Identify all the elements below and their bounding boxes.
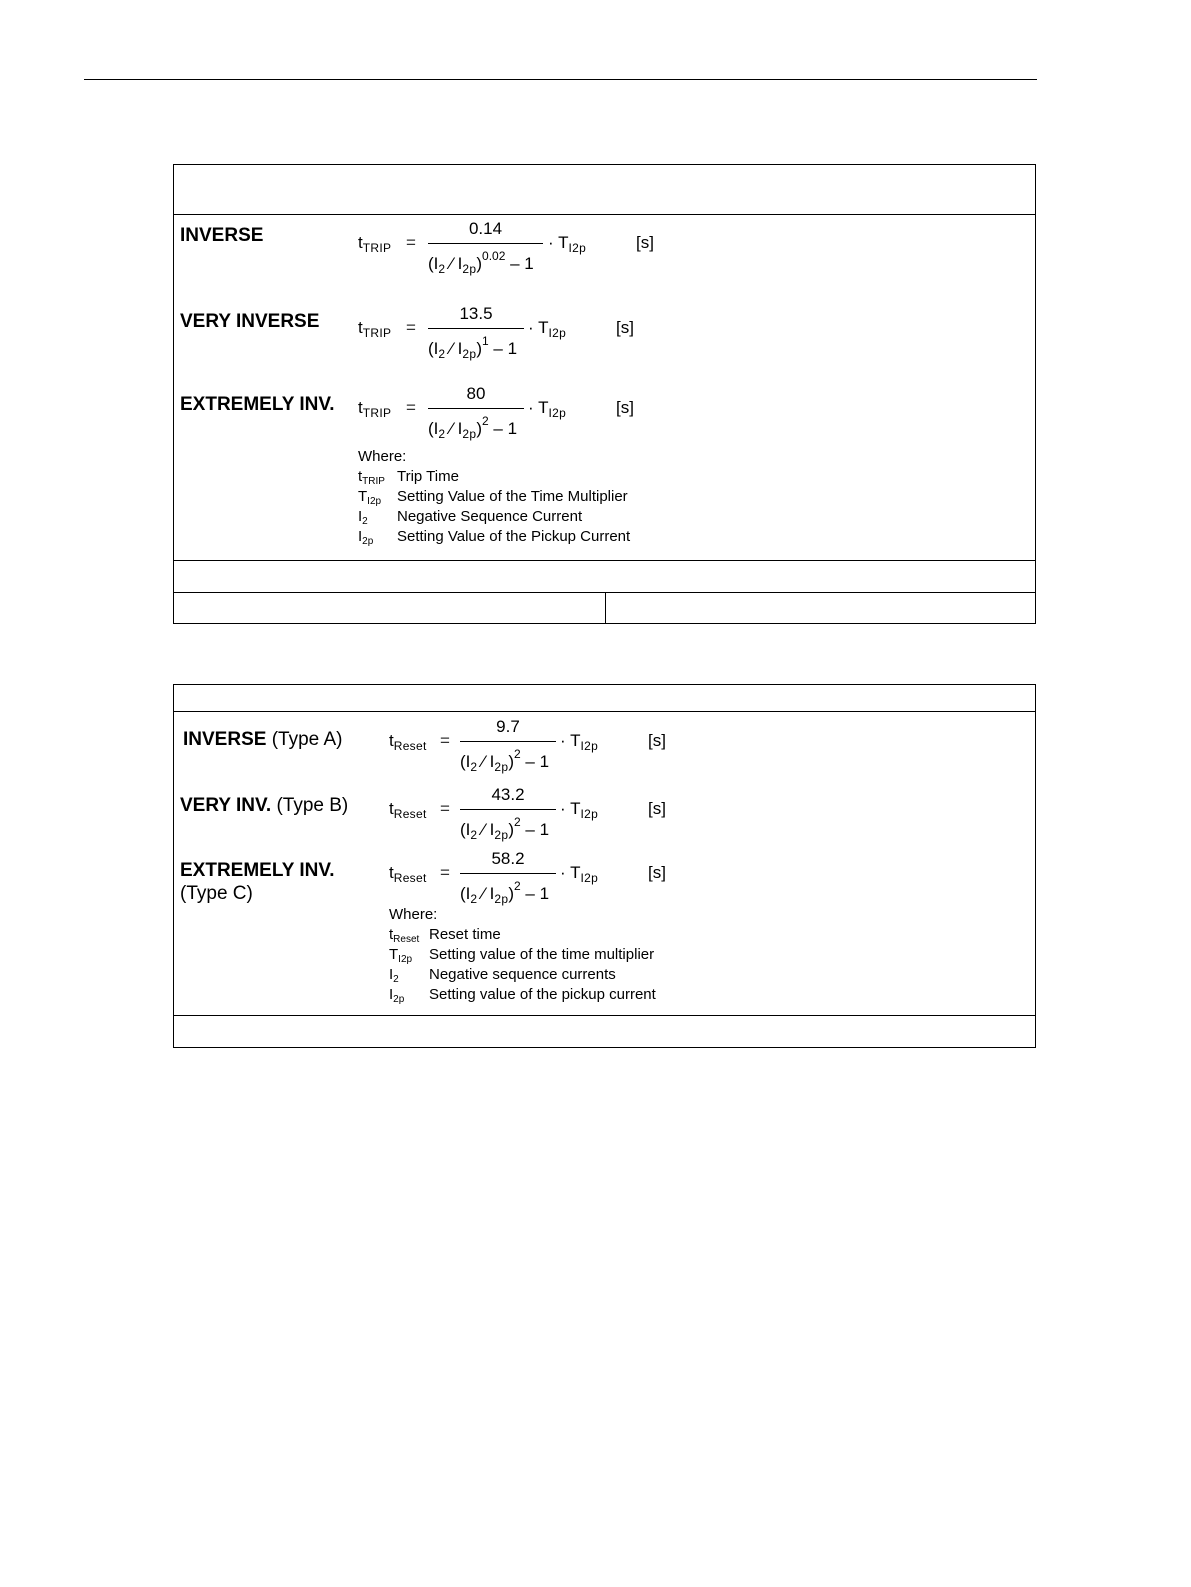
curve-label-very-inverse: VERY INVERSE — [180, 311, 320, 332]
formula-multiplier: · $T_{I2p}$ — [528, 318, 567, 340]
formula-unit: [s] — [616, 398, 634, 417]
formula-numerator: 58.2 — [491, 849, 525, 868]
formula-unit: [s] — [648, 731, 666, 750]
formula-denominator: ($I_2$ ⁄ $I_{2p})^2 - 1$ — [428, 414, 518, 441]
fraction-bar — [428, 328, 524, 329]
table-footer-column-divider — [605, 592, 606, 623]
table-header-divider — [174, 711, 1035, 712]
formula-unit: [s] — [648, 799, 666, 818]
formula-numerator: 9.7 — [496, 717, 520, 736]
formula-trip-extremely-inverse: $t_{TRIP}$ = 80 ($I_2$ ⁄ $I_{2p})^2 - 1$ · $T_{I2p}$ [s] — [358, 384, 634, 441]
formula-lhs: $t_{Reset}$ — [389, 799, 427, 821]
formula-denominator: ($I_2$ ⁄ $I_{2p})^{0.02} - 1$ — [428, 249, 534, 276]
formula-numerator: 13.5 — [459, 304, 493, 323]
formula-legend — [358, 447, 678, 547]
table-header-divider — [174, 214, 1035, 215]
formula-lhs: $t_{Reset}$ — [389, 863, 427, 885]
page-header-rule — [84, 79, 1037, 80]
fraction-bar — [428, 243, 543, 244]
legend-item: $I_2$ Negative sequence currents — [389, 966, 616, 985]
formula-lhs: $t_{TRIP}$ — [358, 398, 392, 420]
formula-reset-inverse: $t_{Reset}$ = 9.7 ($I_2$ ⁄ $I_{2p})^2 - 1$ · $T_{I2p}$ [s] — [389, 717, 666, 774]
formula-multiplier: · $T_{I2p}$ — [528, 398, 567, 420]
legend-item: $I_{2p}$ Setting value of the pickup current — [389, 986, 656, 1005]
formula-multiplier: · $T_{I2p}$ — [560, 799, 599, 821]
legend-item: $T_{I2p}$ Setting Value of the Time Multiplier — [358, 488, 628, 507]
legend-title: Where: — [389, 906, 438, 923]
fraction-bar — [460, 741, 556, 742]
formula-numerator: 80 — [466, 384, 486, 403]
formula-numerator: 43.2 — [491, 785, 525, 804]
curve-label-extremely-inverse-type-c: EXTREMELY INV. (Type C) — [180, 860, 335, 904]
formula-lhs: $t_{TRIP}$ — [358, 233, 392, 255]
table-footer-divider — [174, 1015, 1035, 1016]
formula-numerator: 0.14 — [468, 219, 503, 238]
reset-characteristics-table — [173, 684, 1036, 1048]
formula-denominator: ($I_2$ ⁄ $I_{2p})^2 - 1$ — [460, 879, 550, 906]
curve-label-very-inverse-type-b: VERY INV. (Type B) — [180, 795, 349, 816]
fraction-bar — [428, 408, 524, 409]
table-footer-divider — [174, 560, 1035, 561]
curve-label-inverse: INVERSE — [180, 225, 264, 246]
formula-denominator: ($I_2$ ⁄ $I_{2p})^2 - 1$ — [460, 815, 550, 842]
fraction-bar — [460, 873, 556, 874]
formula-trip-inverse: $t_{TRIP}$ = 0.14 ($I_2$ ⁄ $I_{2p})^{0.02} - 1$ · $T_{I2p}$ [s] — [358, 219, 654, 276]
formula-lhs: $t_{Reset}$ — [389, 731, 427, 753]
formula-legend — [389, 905, 709, 1005]
formula-lhs: $t_{TRIP}$ — [358, 318, 392, 340]
formula-trip-very-inverse: $t_{TRIP}$ = 13.5 ($I_2$ ⁄ $I_{2p})^1 - 1$ · $T_{I2p}$ [s] — [358, 304, 634, 361]
formula-multiplier: · $T_{I2p}$ — [548, 233, 587, 255]
legend-item: $T_{I2p}$ Setting value of the time multiplier — [389, 946, 655, 965]
fraction-bar — [460, 809, 556, 810]
legend-item: $I_2$ Negative Sequence Current — [358, 508, 583, 527]
legend-title: Where: — [358, 448, 407, 465]
legend-item: $t_{TRIP}$ Trip Time — [358, 468, 459, 487]
legend-item: $I_{2p}$ Setting Value of the Pickup Current — [358, 528, 631, 547]
formula-multiplier: · $T_{I2p}$ — [560, 731, 599, 753]
curve-label-extremely-inverse: EXTREMELY INV. — [180, 394, 335, 415]
formula-multiplier: · $T_{I2p}$ — [560, 863, 599, 885]
formula-unit: [s] — [616, 318, 634, 337]
formula-unit: [s] — [648, 863, 666, 882]
formula-denominator: ($I_2$ ⁄ $I_{2p})^2 - 1$ — [460, 747, 550, 774]
curve-label-inverse-type-a: INVERSE (Type A) — [183, 729, 343, 750]
formula-reset-extremely-inverse: $t_{Reset}$ = 58.2 ($I_2$ ⁄ $I_{2p})^2 - 1$ · $T_{I2p}$ [s] — [389, 849, 666, 906]
legend-item: $t_{Reset}$ Reset time — [389, 926, 501, 945]
formula-reset-very-inverse: $t_{Reset}$ = 43.2 ($I_2$ ⁄ $I_{2p})^2 - 1$ · $T_{I2p}$ [s] — [389, 785, 666, 842]
formula-denominator: ($I_2$ ⁄ $I_{2p})^1 - 1$ — [428, 334, 518, 361]
trip-characteristics-table — [173, 164, 1036, 624]
formula-unit: [s] — [636, 233, 654, 252]
